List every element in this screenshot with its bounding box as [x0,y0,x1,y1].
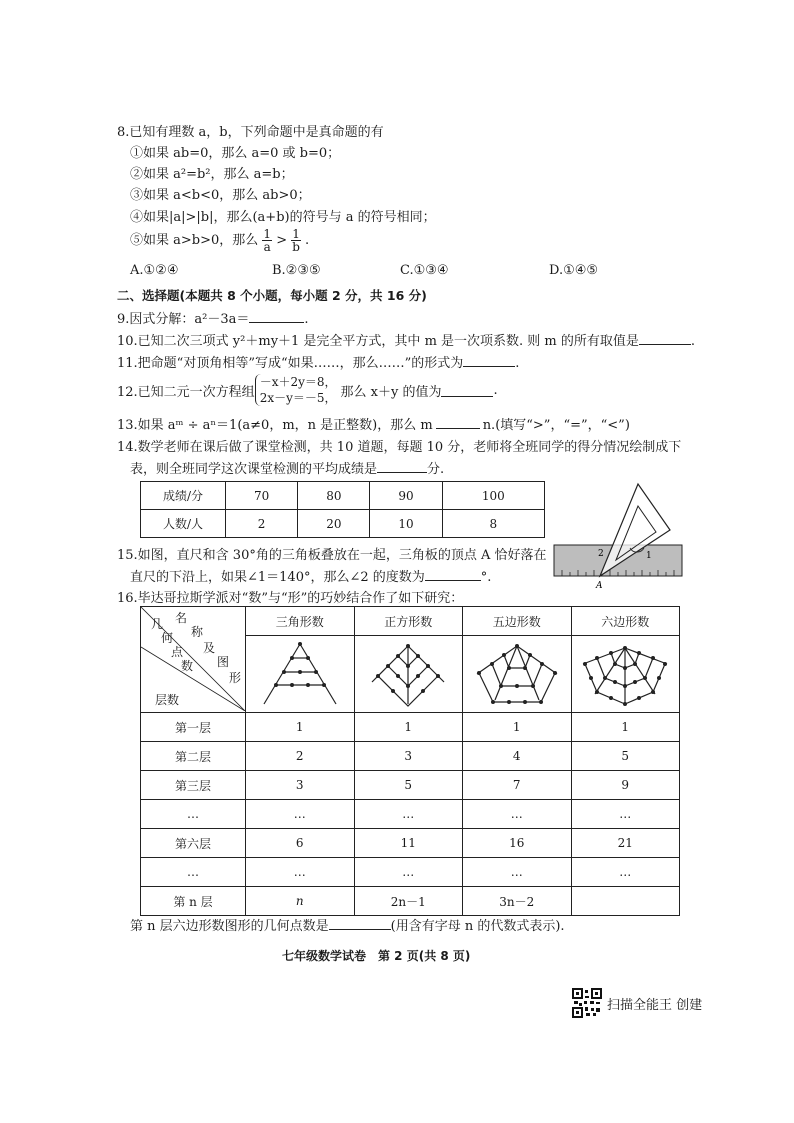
corner-cheng: 称 [191,625,204,639]
q8-fraction-2 [291,228,301,253]
table-row [141,829,680,858]
table-cell: 7 [463,771,572,800]
table-cell: 2n－1 [354,887,463,916]
table-cell: … [354,858,463,887]
q8-statement-4: ④如果|a|>|b|，那么(a+b)的符号与 a 的符号相同； [130,210,436,225]
q10-answer-blank[interactable] [639,332,691,345]
q12-mid: 那么 x＋y 的值为 [340,384,442,400]
table-cell: 4 [463,742,572,771]
q8-fraction-1 [262,228,272,253]
table-cell: … [354,800,463,829]
table-row [141,858,680,887]
q8-statement-1: ①如果 ab=0，那么 a=0 或 b=0； [130,146,341,161]
q9-end: . [304,312,309,327]
q8-f2-num: 1 [292,227,300,241]
q14-answer-blank[interactable] [377,460,427,473]
corner-ji: 几 [151,617,164,631]
header-hexagon: 六边形数 [571,607,680,636]
pentagon-number-figure [467,638,567,708]
q13-text: 13.如果 aᵐ ÷ aⁿ＝1(a≠0，m，n 是正整数)，那么 m [117,418,433,433]
row-label: … [141,800,246,829]
q15-text: 直尺的下沿上，如果∠1＝140°，那么∠2 的度数为 [130,570,425,585]
q11-text: 11.把命题“对顶角相等”写成“如果……，那么……”的形式为 [117,356,464,371]
q9 [117,308,309,327]
q8-f1-den: a [263,240,271,254]
table-row [141,771,680,800]
table-cell: 11 [354,829,463,858]
row-label: 第三层 [141,771,246,800]
vertex-a-label: A [596,581,603,590]
q13-end: n.(填写“>”，“=”，“<”) [482,418,630,433]
header-triangle: 三角形数 [246,607,355,636]
table-cell: 3 [246,771,355,800]
q15-end: °. [480,570,492,585]
pentagon-figure-cell [463,636,572,713]
table-cell: 3n－2 [463,887,572,916]
q8-option-c: C.①③④ [400,263,449,278]
row-label: … [141,858,246,887]
q16-answer-blank[interactable] [329,917,391,930]
q9-answer-blank[interactable] [249,310,304,323]
q8-option-d: D.①④⑤ [549,263,599,278]
header-pentagon: 五边形数 [463,607,572,636]
hexagon-number-figure [575,638,675,708]
q12-text: 12.已知二元一次方程组 [117,384,255,400]
square-figure-cell [354,636,463,713]
table-cell [571,887,680,916]
angle-1-label: 1 [646,551,652,561]
q8-option-a: A.①②④ [130,263,179,278]
corner-shu: 数 [181,659,194,673]
table-row [141,742,680,771]
corner-ji2: 及 [203,641,216,655]
q12-eq2: 2x－y＝－5， [259,391,337,405]
q8-s5-pre: ⑤如果 a>b>0，那么 [130,233,259,248]
q8-statement-5 [130,228,309,253]
corner-xing: 形 [229,671,242,685]
header-square: 正方形数 [354,607,463,636]
q8-option-b: B.②③⑤ [272,263,321,278]
q15-line-2 [130,566,491,585]
q11-end: . [515,356,520,371]
q11 [117,352,519,371]
q14-end: 分. [427,462,445,477]
q12 [117,372,498,408]
table-header-row [141,607,680,636]
corner-tu: 图 [217,655,230,669]
row-label: 第六层 [141,829,246,858]
q16-footnote [130,915,565,934]
table-row [141,482,545,510]
q8-statement-2: ②如果 a²=b²，那么 a=b； [130,167,294,182]
section-2-heading: 二、选择题(本题共 8 个小题，每小题 2 分，共 16 分) [117,288,427,303]
q15-answer-blank[interactable] [425,568,481,581]
table-cell: n [246,887,355,916]
corner-ming: 名 [175,611,188,625]
table-cell: 人数/人 [141,510,226,538]
table-cell: 6 [246,829,355,858]
table-cell: 成绩/分 [141,482,226,510]
table-cell: … [246,800,355,829]
q16-foot-text: 第 n 层六边形数图形的几何点数是 [130,919,329,934]
table-cell: 1 [246,713,355,742]
q8-statement-3: ③如果 a<b<0，那么 ab>0； [130,188,311,203]
row-label: 第二层 [141,742,246,771]
triangle-number-figure [250,638,350,708]
table-row [141,887,680,916]
square-number-figure [358,638,458,708]
table-cell: 16 [463,829,572,858]
q8-stem: 8.已知有理数 a，b，下列命题中是真命题的有 [117,125,384,140]
q10-end: . [690,334,696,349]
row-label: 第 n 层 [141,887,246,916]
table-row [141,800,680,829]
corner-layer: 层数 [155,693,180,707]
table-cell: 3 [354,742,463,771]
table-row [141,510,545,538]
table-cell: 70 [226,482,298,510]
table-cell: … [463,800,572,829]
q12-answer-blank[interactable] [441,384,493,397]
q13 [117,414,630,433]
q10 [117,330,695,349]
table-cell: 8 [442,510,544,538]
q16-stem: 16.毕达哥拉斯学派对“数”与“形”的巧妙结合作了如下研究： [117,591,464,606]
table-cell: 10 [370,510,442,538]
table-cell: … [571,858,680,887]
table-cell: 1 [354,713,463,742]
q12-end: . [493,382,498,398]
q8-f2-den: b [292,240,300,254]
q14-text: 表，则全班同学这次课堂检测的平均成绩是 [130,462,378,477]
q16-foot-end: (用含有字母 n 的代数式表示). [390,919,565,934]
ruler-triangle-figure [552,478,686,590]
table-cell: 100 [442,482,544,510]
watermark-text: 扫描全能王 创建 [607,998,703,1013]
table-cell: 5 [354,771,463,800]
q12-system [255,374,337,406]
angle-2-label: 2 [598,549,604,559]
q8-f1-num: 1 [263,227,272,241]
qr-code-icon [572,988,602,1018]
q12-eq1: －x＋2y＝8， [259,375,337,389]
table-corner-cell [141,607,246,713]
q13-answer-blank[interactable] [436,416,480,429]
table-row [141,713,680,742]
q9-text: 9.因式分解：a²－3a＝ [117,312,250,327]
table-cell: … [246,858,355,887]
table-cell: 2 [246,742,355,771]
triangle-figure-cell [246,636,355,713]
table-cell: 20 [298,510,370,538]
table-cell: 21 [571,829,680,858]
q16-polygon-number-table [140,606,680,916]
table-cell: 2 [226,510,298,538]
q8-s5-mid: > [276,233,288,248]
table-cell: 90 [370,482,442,510]
q15-line-1: 15.如图，直尺和含 30°角的三角板叠放在一起，三角板的顶点 A 恰好落在 [117,548,547,563]
q11-answer-blank[interactable] [463,354,515,367]
table-cell: … [463,858,572,887]
row-label: 第一层 [141,713,246,742]
q8-s5-end: . [305,233,310,248]
corner-he: 何 [161,631,174,645]
table-cell: 9 [571,771,680,800]
q14-score-table [140,481,545,538]
table-cell: 1 [463,713,572,742]
q14-line-2 [130,458,444,477]
table-cell: 80 [298,482,370,510]
q10-text: 10.已知二次三项式 y²＋my＋1 是完全平方式，其中 m 是一次项系数. 则 m 的所有取值是 [117,334,639,349]
corner-dian: 点 [171,645,184,659]
q14-line-1: 14.数学老师在课后做了课堂检测，共 10 道题，每题 10 分，老师将全班同学的得分情况绘制成下 [117,440,682,455]
table-cell: … [571,800,680,829]
table-cell: 1 [571,713,680,742]
page-footer: 七年级数学试卷 第 2 页(共 8 页) [282,949,471,963]
table-cell: 5 [571,742,680,771]
hexagon-figure-cell [571,636,680,713]
